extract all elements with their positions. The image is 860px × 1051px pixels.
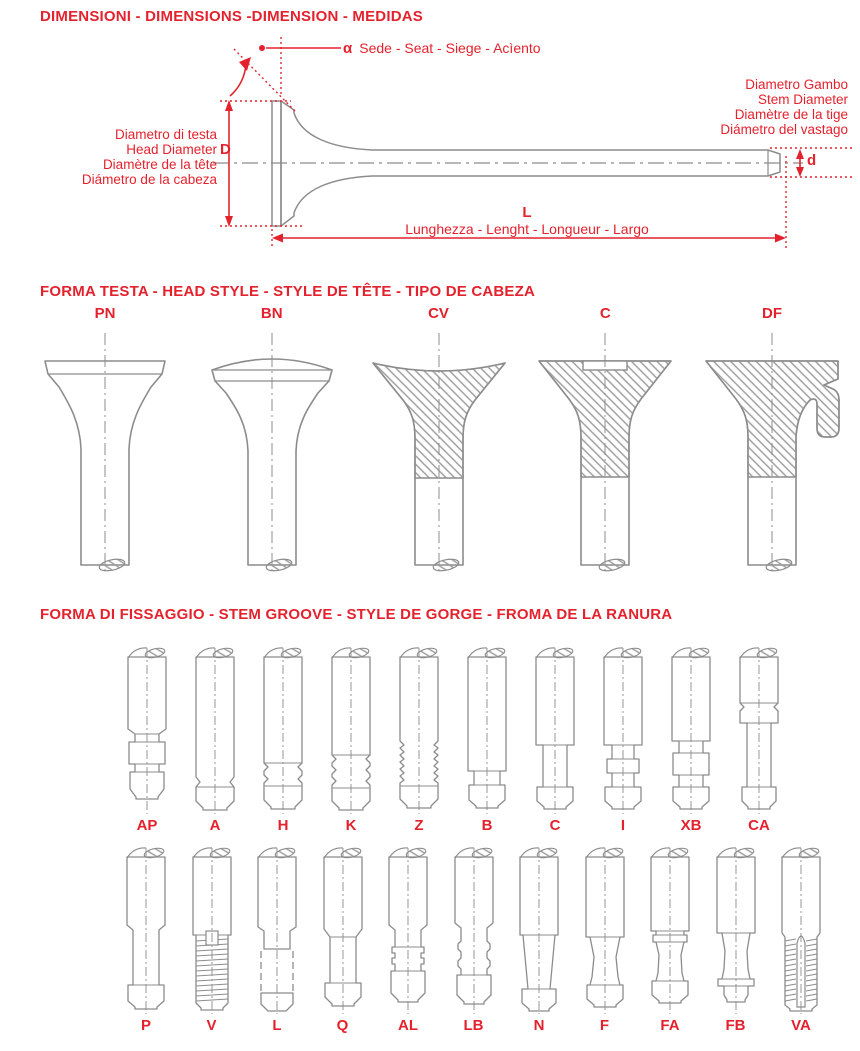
stem-groove-row-2: [114, 845, 833, 1034]
stem-groove-label: K: [345, 817, 357, 834]
stem-groove-label: B: [481, 817, 493, 834]
stem-groove-label: FB: [725, 1017, 746, 1034]
stem-groove-figure: [376, 845, 440, 1034]
stem-groove-drawing-B: [455, 645, 519, 815]
stem-groove-figure: [180, 845, 244, 1034]
seat-label: Sede - Seat - Siege - Acìento: [359, 40, 541, 56]
head-style-drawing-PN: [25, 327, 185, 577]
stem-groove-drawing-V: [180, 845, 244, 1015]
head-style-row: [25, 303, 852, 577]
stem-groove-label: VA: [791, 1017, 811, 1034]
section-title-stem-groove: FORMA DI FISSAGGIO - STEM GROOVE - STYLE DE GORGE - FROMA DE LA RANURA: [40, 606, 673, 623]
stem-groove-drawing-L: [245, 845, 309, 1015]
head-diameter-line: Diamètre de la tête: [102, 157, 217, 172]
head-diameter-line: Head Diameter: [126, 142, 217, 157]
stem-groove-figure: [387, 645, 451, 834]
head-diameter-symbol: D: [220, 141, 231, 158]
section-title-dimensions: DIMENSIONI - DIMENSIONS -DIMENSION - MEDIDAS: [40, 8, 423, 25]
stem-groove-drawing-AP: [115, 645, 179, 815]
stem-groove-figure: [769, 845, 833, 1034]
stem-groove-drawing-F: [573, 845, 637, 1015]
stem-groove-figure: [704, 845, 768, 1034]
head-style-figure: [359, 303, 519, 577]
stem-groove-drawing-N: [507, 845, 571, 1015]
stem-diameter-line: Diamètre de la tige: [734, 107, 848, 122]
head-style-figure: [692, 303, 852, 577]
stem-groove-drawing-VA: [769, 845, 833, 1015]
stem-groove-figure: [251, 645, 315, 834]
stem-groove-drawing-K: [319, 645, 383, 815]
stem-groove-label: H: [277, 817, 289, 834]
stem-groove-figure: [319, 645, 383, 834]
stem-groove-drawing-AL: [376, 845, 440, 1015]
stem-groove-figure: [591, 645, 655, 834]
stem-diameter-line: Diametro Gambo: [745, 77, 848, 92]
length-symbol: L: [522, 204, 532, 221]
stem-groove-drawing-LB: [442, 845, 506, 1015]
stem-groove-figure: [115, 645, 179, 834]
stem-groove-row-1: [115, 645, 791, 834]
stem-groove-figure: [638, 845, 702, 1034]
stem-groove-drawing-FA: [638, 845, 702, 1015]
stem-groove-drawing-FB: [704, 845, 768, 1015]
stem-groove-label: N: [533, 1017, 545, 1034]
stem-groove-figure: [727, 645, 791, 834]
stem-groove-label: P: [140, 1017, 151, 1034]
stem-groove-drawing-XB: [659, 645, 723, 815]
seat-angle-callout: [343, 40, 541, 57]
head-style-label: BN: [260, 305, 283, 322]
stem-diameter-line: Stem Diameter: [757, 92, 848, 107]
stem-groove-label: FA: [660, 1017, 680, 1034]
head-style-figure: [25, 303, 185, 577]
stem-groove-label: C: [549, 817, 561, 834]
stem-groove-drawing-A: [183, 645, 247, 815]
stem-groove-drawing-P: [114, 845, 178, 1015]
stem-groove-label: F: [599, 1017, 610, 1034]
section-title-head-style: FORMA TESTA - HEAD STYLE - STYLE DE TÊTE - TIPO DE CABEZA: [40, 283, 536, 300]
head-diameter-line: Diametro di testa: [114, 127, 217, 142]
stem-groove-figure: [245, 845, 309, 1034]
alpha-symbol: α: [343, 40, 353, 57]
stem-groove-drawing-Z: [387, 645, 451, 815]
head-style-drawing-C: [525, 327, 685, 577]
stem-groove-drawing-I: [591, 645, 655, 815]
head-style-label: CV: [428, 305, 449, 322]
stem-groove-figure: [507, 845, 571, 1034]
stem-groove-drawing-H: [251, 645, 315, 815]
stem-groove-label: CA: [748, 817, 770, 834]
stem-groove-drawing-C: [523, 645, 587, 815]
stem-groove-figure: [114, 845, 178, 1034]
head-diameter-label: [35, 127, 217, 187]
stem-groove-label: I: [620, 817, 626, 834]
head-style-label: DF: [762, 305, 782, 322]
head-style-drawing-BN: [192, 327, 352, 577]
head-style-figure: [192, 303, 352, 577]
length-label: Lunghezza - Lenght - Longueur - Largo: [405, 221, 649, 237]
stem-groove-drawing-Q: [311, 845, 375, 1015]
stem-groove-figure: [442, 845, 506, 1034]
stem-diameter-label: [664, 77, 848, 137]
stem-groove-label: LB: [463, 1017, 484, 1034]
stem-groove-figure: [573, 845, 637, 1034]
stem-groove-label: V: [206, 1017, 217, 1034]
stem-groove-drawing-CA: [727, 645, 791, 815]
stem-groove-label: A: [209, 817, 221, 834]
head-style-label: C: [599, 305, 611, 322]
stem-groove-label: Q: [336, 1017, 349, 1034]
stem-groove-figure: [455, 645, 519, 834]
head-style-drawing-CV: [359, 327, 519, 577]
stem-groove-label: AP: [136, 817, 158, 834]
stem-groove-figure: [659, 645, 723, 834]
stem-groove-figure: [183, 645, 247, 834]
stem-diameter-symbol: d: [807, 152, 817, 169]
stem-groove-figure: [311, 845, 375, 1034]
head-style-drawing-DF: [692, 327, 852, 577]
head-style-figure: [525, 303, 685, 577]
stem-groove-label: L: [272, 1017, 282, 1034]
stem-groove-label: AL: [398, 1017, 418, 1034]
stem-groove-figure: [523, 645, 587, 834]
stem-diameter-line: Diámetro del vastago: [720, 122, 848, 137]
head-style-label: PN: [94, 305, 116, 322]
head-diameter-line: Diámetro de la cabeza: [81, 172, 217, 187]
stem-groove-label: XB: [680, 817, 702, 834]
stem-groove-label: Z: [414, 817, 424, 834]
